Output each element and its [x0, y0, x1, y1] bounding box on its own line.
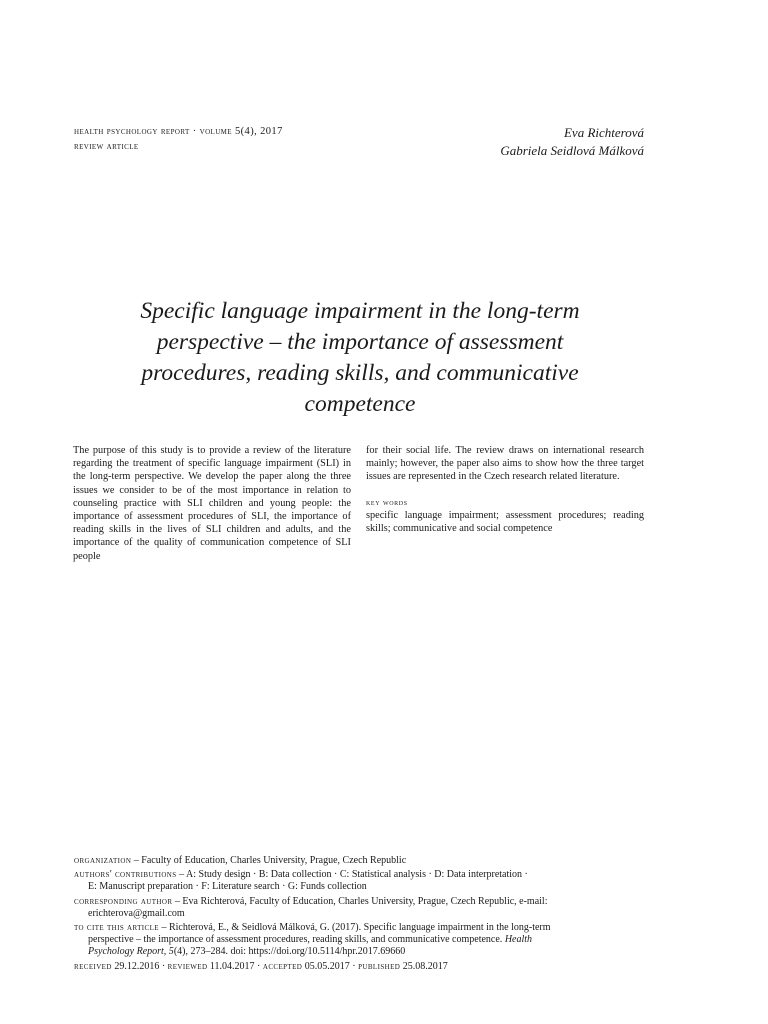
reviewed-label: reviewed [167, 960, 208, 972]
citation-continued [74, 946, 644, 958]
author-name: Eva Richterová [563, 125, 644, 140]
citation-text: perspective – the importance of assessment procedures, reading skills, and communicative competence. [88, 934, 505, 946]
citation-label: to cite this article [74, 922, 159, 934]
article-metadata [74, 855, 644, 975]
accepted-label: accepted [262, 960, 303, 972]
corresponding-email[interactable]: erichterova@gmail.com [88, 907, 185, 919]
title-line: procedures, reading skills, and communicative [141, 360, 579, 386]
contributions-continued: E: Manuscript preparation · F: Literature search · G: Funds collection [88, 881, 367, 893]
author-list [500, 124, 644, 160]
organization-label: organization [74, 855, 132, 866]
keywords-heading: key words [366, 496, 408, 507]
author-name: Gabriela Seidlová Málková [500, 143, 644, 158]
article-title [80, 296, 640, 420]
organization-row [74, 855, 644, 867]
citation-doi[interactable]: (4), 273–284. doi: https://doi.org/10.5114/hpr.2017.69660 [173, 946, 406, 958]
organization-value: – Faculty of Education, Charles University, Prague, Czech Republic [131, 855, 407, 866]
citation-row [74, 922, 644, 959]
reviewed-date: 11.04.2017 · [207, 960, 263, 972]
title-line: Specific language impairment in the long-term [140, 298, 580, 324]
contributions-row [74, 869, 644, 893]
received-date: 29.12.2016 · [111, 960, 168, 972]
title-line: competence [304, 391, 416, 417]
citation-value: – Richterová, E., & Seidlová Málková, G. (2017). Specific language impairment in the long-term [158, 922, 551, 934]
published-label: published [358, 960, 401, 972]
abstract-column-left [73, 444, 351, 563]
corresponding-value: – Eva Richterová, Faculty of Education, Charles University, Prague, Czech Republic, e-mail: [172, 895, 548, 907]
title-line: perspective – the importance of assessment [156, 329, 564, 355]
article-type: review article [74, 141, 139, 152]
abstract [73, 444, 644, 563]
contributions-label: authors' contributions [74, 869, 177, 881]
corresponding-label: corresponding author [74, 895, 173, 907]
abstract-text-continued: for their social life. The review draws on international research mainly; however, the paper also aims to show how the three target issues are represented in the Czech research related literature. [366, 445, 644, 483]
citation-journal-volume: Psychology Report, 5 [88, 946, 174, 958]
contributions-value: – A: Study design · B: Data collection · C: Statistical analysis · D: Data interpretation · [176, 869, 528, 881]
citation-continued [74, 934, 644, 946]
journal-header [74, 124, 283, 154]
accepted-date: 05.05.2017 · [302, 960, 359, 972]
dates-row [74, 961, 644, 973]
published-date: 25.08.2017 [400, 960, 448, 972]
journal-line: health psychology report · volume 5(4), 2017 [74, 126, 283, 137]
corresponding-row [74, 896, 644, 920]
abstract-text: The purpose of this study is to provide a review of the literature regarding the treatment of specific language impairment (SLI) in the long-term perspective. We develop the paper along the three issues we consider to be of the most importance in relation to counseling practice with SLI children and young people: the importance of assessment procedures of SLI, the importance of reading skills in the lives of SLI children and adults, and the importance of the quality of communication competence of SLI people [73, 445, 351, 562]
citation-journal: Health [504, 934, 533, 946]
keywords: specific language impairment; assessment procedures; reading skills; communicative and social competence [366, 509, 644, 535]
received-label: received [74, 960, 112, 972]
abstract-column-right [366, 444, 644, 563]
